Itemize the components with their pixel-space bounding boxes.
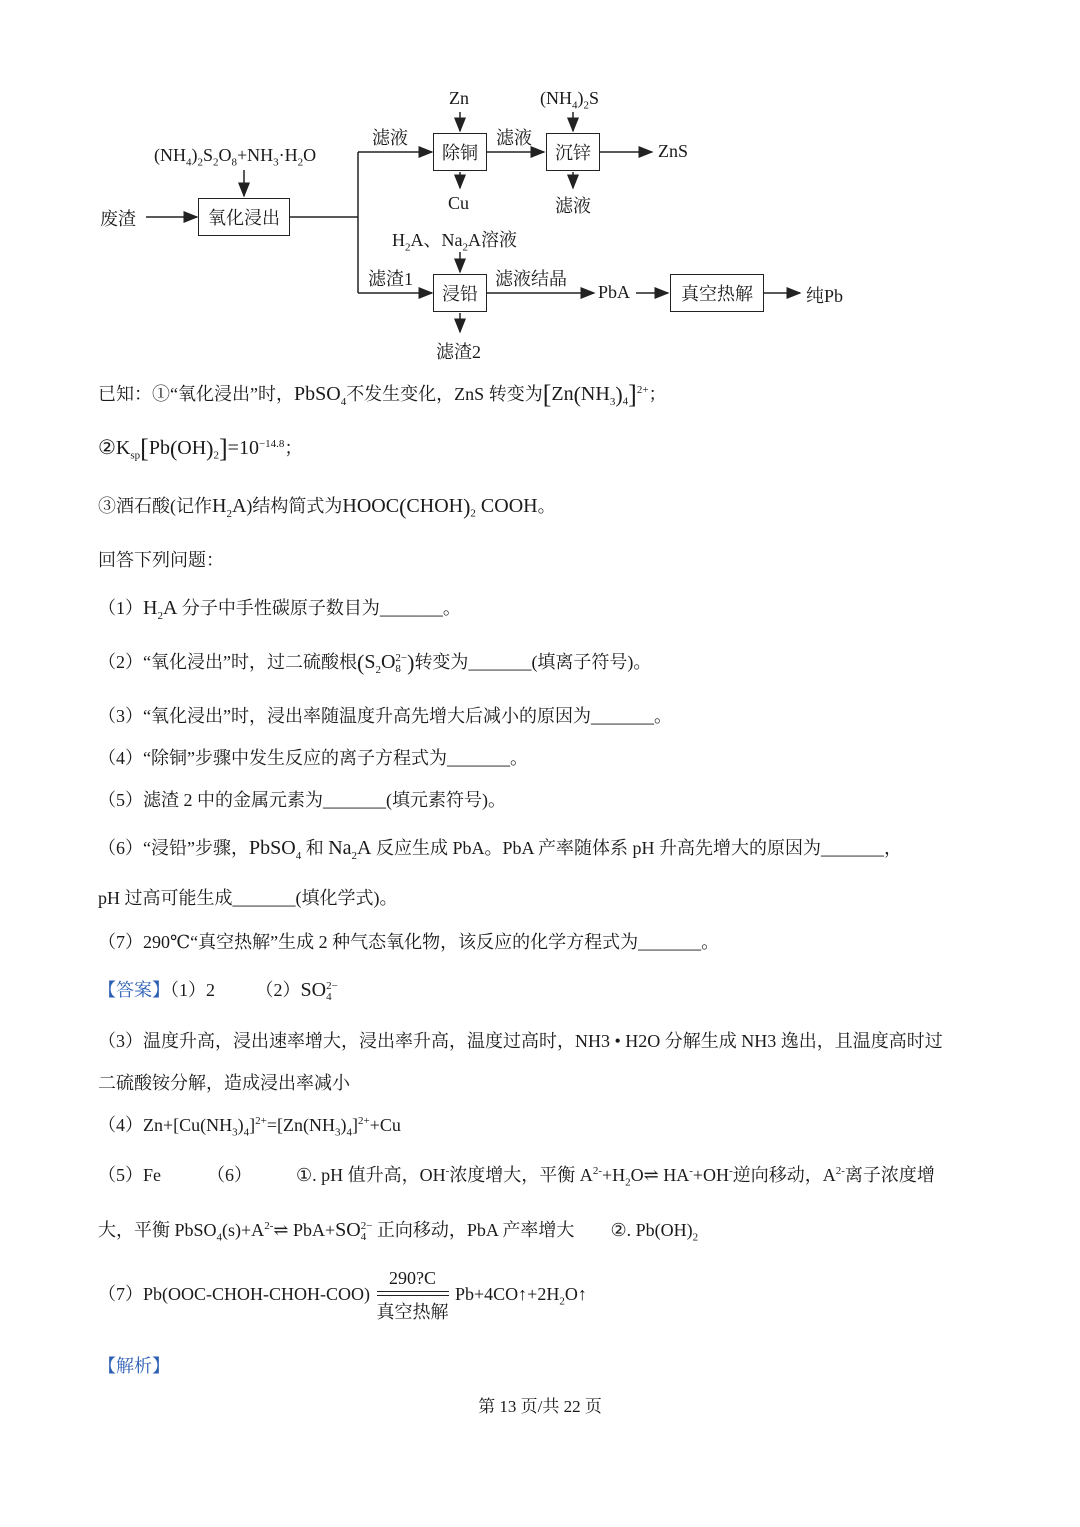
flow-reagent-oxidation: $(NH_4)_2S_2O_8+NH_3\cdot H_2O$ — [154, 145, 317, 169]
flowchart — [0, 0, 1080, 370]
flow-reagent-zn: Zn — [449, 88, 469, 108]
answer-blank: _______ — [821, 838, 884, 858]
question-6: （6）“浸铅”步骤，PbSO$_4$ 和 $Na_2A$ 反应生成 PbA。PbA 产率随体系 pH 升高先增大的原因为_______， — [98, 837, 902, 862]
flow-box-remove-cu: 除铜 — [433, 133, 487, 171]
flow-input-waste: 废渣 — [100, 209, 136, 229]
answer-blank: _______ — [379, 598, 443, 618]
flow-product-pure-pb: 纯Pb — [806, 286, 844, 306]
flow-product-zns: ZnS — [658, 141, 689, 161]
answer-tag: 【答案】 — [98, 980, 170, 1000]
answer-blank: _______ — [232, 888, 296, 908]
intro-text: 回答下列问题： — [98, 550, 224, 570]
answer-blank: _______ — [468, 652, 532, 672]
analysis-tag: 【解析】 — [98, 1356, 170, 1376]
reaction-condition: $\frac{290?C}{\text{真空热解}}$ — [376, 1268, 449, 1322]
flow-label-filtrate-mid: 滤液 — [496, 128, 532, 148]
question-6-line2: pH 过高可能生成_______(填化学式)。 — [98, 888, 398, 908]
answer-blank: _______ — [446, 748, 510, 768]
known-item-3: ③酒石酸(记作$H_2A$)结构简式为$HOOC(CHOH)_2$ COOH。 — [98, 494, 556, 520]
question-7: （7）290℃“真空热解”生成 2 种气态氧化物，该反应的化学方程式为_______。 — [98, 932, 720, 952]
question-1: $(1)H_2A$ 分子中手性碳原子数目为_______。 — [98, 597, 461, 622]
answer-5-6: （5）Fe （6） ①. pH 值升高，OH-浓度增大，平衡 $A^{2-}+H_2O\rightleftharpoons$ HA-+OH-逆向移动，$A^{2-}$离子浓度增 — [98, 1165, 935, 1189]
flow-box-leach-pb: 浸铅 — [433, 274, 487, 312]
flow-product-filtrate: 滤液 — [555, 196, 591, 216]
flow-label-filtrate-top: 滤液 — [372, 128, 408, 148]
flow-product-residue2: 滤渣2 — [436, 342, 481, 362]
question-3: （3）“氧化浸出”时，浸出率随温度升高先增大后减小的原因为_______。 — [98, 706, 672, 726]
flow-product-cu: Cu — [448, 193, 470, 213]
answer-6-line2: 大，平衡 $PbSO_4(s)+A^{2-}\rightleftharpoons$ PbA+SO 2− 4 正向移动，PbA 产率增大 ②. $Pb(OH)_2$ — [98, 1219, 699, 1244]
flowchart-arrows — [0, 0, 1080, 370]
flow-product-pba: PbA — [598, 282, 631, 302]
flow-box-vacuum: 真空热解 — [670, 274, 764, 312]
answer-blank: _______ — [590, 706, 654, 726]
question-4: （4）“除铜”步骤中发生反应的离子方程式为_______。 — [98, 748, 528, 768]
answer-4: $(4)Zn+[Cu(NH_3)_4]^{2+}=[Zn(NH_3)_4]^{2+}+Cu$ — [98, 1115, 401, 1139]
answer-3-line1: （3）温度升高，浸出速率增大，浸出率升高，温度过高时，NH3 • H2O 分解生成 NH3 逸出，且温度高时过 — [98, 1031, 943, 1051]
page-footer: 第 13 页/共 22 页 — [478, 1397, 602, 1416]
answer-line-1: 【答案】（1）2 （2）SO 2− 4 — [98, 979, 338, 1003]
question-2: （2）“氧化浸出”时，过二硫酸根($S_2O$ 2− 8 )转变为_______(填离子符号)。 — [98, 650, 652, 676]
question-5: （5）滤渣 2 中的金属元素为_______(填元素符号)。 — [98, 790, 506, 810]
known-item-2: $②K_{sp}[Pb(OH)_2]=10^{-14.8}$； — [98, 434, 303, 463]
flow-reagent-h2a: $H_2A$、$Na_2A$溶液 — [392, 230, 517, 254]
known-item-1: 已知：①“氧化浸出”时，PbSO$_4$不发生变化，ZnS 转变为$[Zn(NH_3)_4]^{2+}$； — [98, 380, 667, 409]
answer-blank: _______ — [323, 790, 386, 810]
flow-box-oxidation: 氧化浸出 — [198, 198, 290, 236]
flow-box-zn-precip: 沉锌 — [546, 133, 600, 171]
answer-7: （7）Pb(OOC-CHOH-CHOH-COO) $\frac{290?C}{\text{真空热解}}$ $Pb+4CO↑+2H_2O↑$ — [98, 1268, 587, 1322]
answer-3-line2: 二硫酸铵分解，造成浸出率减小 — [98, 1073, 350, 1093]
answer-blank: _______ — [638, 932, 702, 952]
flow-reagent-nh4s: $(NH_4)_2S$ — [540, 88, 600, 112]
flow-label-residue1: 滤渣1 — [368, 269, 413, 289]
flow-label-crystal: 滤液结晶 — [495, 269, 567, 289]
